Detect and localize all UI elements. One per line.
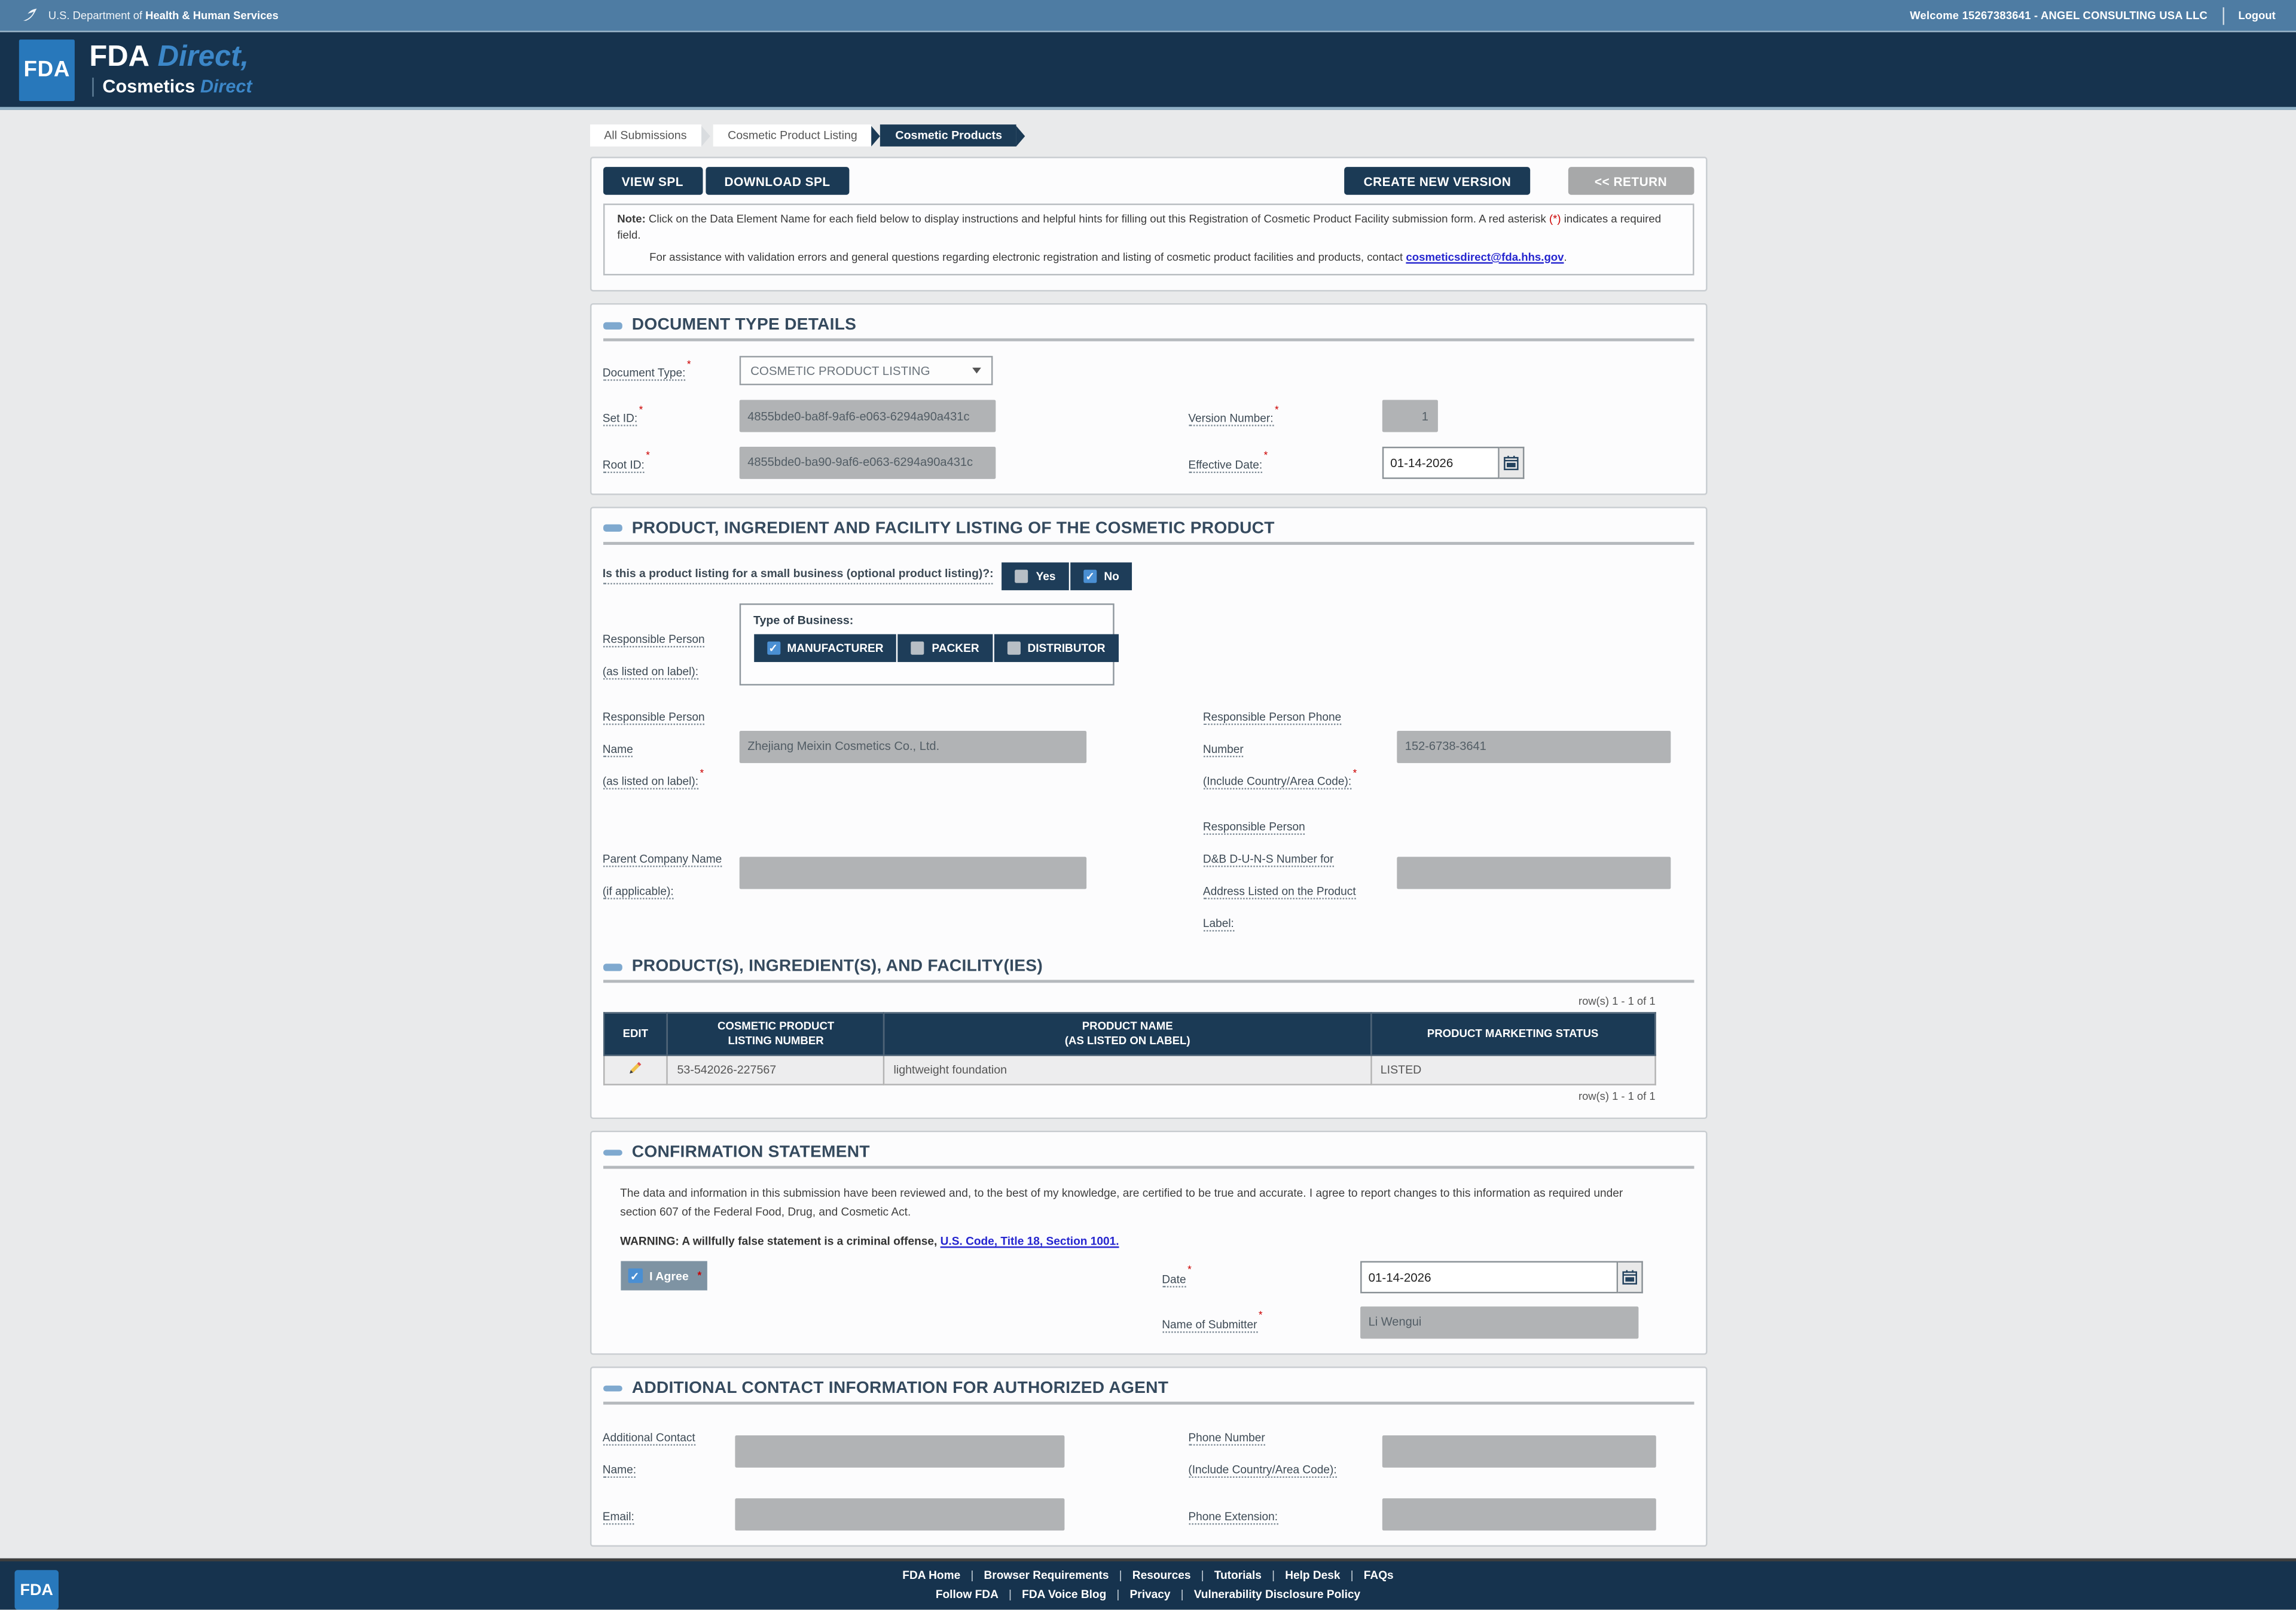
checkbox-checked-icon: ✓ <box>767 641 780 654</box>
edit-product-button[interactable] <box>627 1060 643 1077</box>
toolbar <box>603 167 1693 195</box>
checkbox-checked-icon: ✓ <box>1083 569 1097 583</box>
listing-number-cell: 53-542026-227567 <box>668 1055 884 1084</box>
footer-link-privacy[interactable]: Privacy <box>1129 1587 1171 1602</box>
breadcrumb-cosmetic-product-listing[interactable]: Cosmetic Product Listing <box>713 124 872 147</box>
business-type-packer-checkbox[interactable]: PACKER <box>898 633 993 661</box>
welcome-text: Welcome 15267383641 - ANGEL CONSULTING USA LLC <box>1910 8 2208 22</box>
contact-phone-field <box>1382 1435 1656 1468</box>
agency-name: U.S. Department of Health & Human Services <box>48 8 279 22</box>
name-of-submitter-label[interactable]: Name of Submitter <box>1162 1318 1257 1332</box>
edit-column-header: EDIT <box>603 1013 668 1055</box>
document-type-select[interactable]: COSMETIC PRODUCT LISTING <box>739 356 993 386</box>
rows-count-top: row(s) 1 - 1 of 1 <box>1578 995 1656 1008</box>
set-id-label[interactable]: Set ID: <box>603 412 637 426</box>
name-of-submitter-field: Li Wengui <box>1360 1306 1638 1338</box>
checkbox-checked-icon: ✓ <box>627 1269 642 1283</box>
section-dash-icon <box>603 1149 622 1156</box>
marketing-status-cell: LISTED <box>1371 1055 1655 1084</box>
logout-link[interactable]: Logout <box>2238 8 2276 22</box>
create-new-version-button[interactable]: CREATE NEW VERSION <box>1345 167 1530 195</box>
responsible-person-label[interactable]: Responsible Person <box>603 632 705 647</box>
additional-contact-name-label[interactable]: Additional Contact <box>603 1431 695 1445</box>
small-business-no-checkbox[interactable]: ✓ No <box>1070 562 1132 590</box>
footer-link-browser-requirements[interactable]: Browser Requirements <box>984 1569 1109 1582</box>
chevron-down-icon <box>972 368 981 374</box>
toolbar-panel <box>590 157 1707 292</box>
root-id-field: 4855bde0-ba90-9af6-e063-6294a90a431c <box>739 446 996 478</box>
footer-link-fda-voice-blog[interactable]: FDA Voice Blog <box>1022 1587 1107 1602</box>
rp-duns-label[interactable]: Responsible Person <box>1203 820 1305 834</box>
marketing-status-column-header: PRODUCT MARKETING STATUS <box>1371 1013 1655 1055</box>
chevron-right-icon <box>872 125 881 145</box>
us-code-link[interactable]: U.S. Code, Title 18, Section 1001. <box>940 1234 1119 1248</box>
effective-date-calendar-button[interactable] <box>1499 446 1524 478</box>
parent-company-label[interactable]: Parent Company Name <box>603 852 722 867</box>
email-label[interactable]: Email: <box>603 1510 634 1524</box>
checkbox-unchecked-icon <box>911 641 924 654</box>
chevron-right-icon <box>701 125 710 145</box>
section-rule <box>603 339 1693 342</box>
rp-phone-label[interactable]: Responsible Person Phone <box>1203 710 1341 724</box>
breadcrumb-cosmetic-products[interactable]: Cosmetic Products <box>881 124 1017 147</box>
additional-contact-name-field <box>734 1435 1064 1468</box>
contact-phone-label[interactable]: Phone Number <box>1188 1431 1265 1445</box>
small-business-label[interactable]: Is this a product listing for a small business (optional product listing)?: <box>603 567 994 584</box>
type-of-business-label: Type of Business: <box>753 613 854 627</box>
version-number-label[interactable]: Version Number: <box>1188 412 1273 426</box>
section-rule <box>603 541 1693 544</box>
footer-link-help-desk[interactable]: Help Desk <box>1285 1569 1341 1582</box>
download-spl-button[interactable]: DOWNLOAD SPL <box>706 167 850 195</box>
footer-link-resources[interactable]: Resources <box>1132 1569 1191 1582</box>
app-header <box>0 32 2296 110</box>
section-rule <box>603 1401 1693 1404</box>
calendar-icon <box>1622 1270 1636 1284</box>
fda-logo[interactable]: FDA <box>19 39 75 100</box>
breadcrumb <box>590 124 1707 147</box>
section-dash-icon <box>603 525 622 532</box>
small-business-yes-checkbox[interactable]: Yes <box>1002 562 1068 590</box>
checkbox-unchecked-icon <box>1007 641 1020 654</box>
footer-secondary-links: Follow FDA | FDA Voice Blog | Privacy | Vulnerability Disclosure Policy <box>935 1587 1361 1602</box>
section-title: DOCUMENT TYPE DETAILS <box>631 316 857 335</box>
date-input[interactable]: 01-14-2026 <box>1360 1261 1617 1293</box>
phone-extension-field <box>1382 1498 1656 1530</box>
document-type-label[interactable]: Document Type: <box>603 367 686 381</box>
topbar-divider <box>2222 7 2224 24</box>
business-type-manufacturer-checkbox[interactable]: ✓ MANUFACTURER <box>753 633 897 661</box>
phone-extension-label[interactable]: Phone Extension: <box>1188 1510 1278 1524</box>
footer-link-faqs[interactable]: FAQs <box>1363 1569 1394 1582</box>
pencil-icon <box>627 1060 643 1077</box>
additional-contact-section: ADDITIONAL CONTACT INFORMATION FOR AUTHORIZED AGENT Additional Contact Name: Phone Number (Include Country/Area Code): Email: Phone Extension: <box>590 1367 1707 1547</box>
app-subtitle-main: Cosmetics <box>102 76 196 97</box>
main-content <box>0 147 2296 1559</box>
business-type-distributor-checkbox[interactable]: DISTRIBUTOR <box>994 633 1119 661</box>
effective-date-label[interactable]: Effective Date: <box>1188 458 1262 472</box>
section-rule <box>603 1166 1693 1169</box>
confirmation-statement-text: The data and information in this submission have been reviewed and, to the best of my knowledge, are certified to be true and accurate. I agree to report changes to this information as required under section 607 of the Federal Food, Drug, and Cosmetic Act. <box>620 1186 1623 1219</box>
hhs-eagle-icon <box>20 7 39 23</box>
rp-name-label[interactable]: Responsible Person <box>603 710 705 724</box>
chevron-right-icon <box>1016 125 1025 145</box>
version-number-field: 1 <box>1382 401 1437 433</box>
effective-date-input[interactable]: 01-14-2026 <box>1382 446 1499 478</box>
confirmation-section: CONFIRMATION STATEMENT The data and information in this submission have been reviewed and, to the best of my knowledge, are certified to be true and accurate. I agree to report changes to this information as required under section 607 of the Federal Food, Drug, and Cosmetic Act. WARNING: A willfully false statement is a criminal offense, U.S. Code, Title 18, Section 1001. ✓ I Agree * Date* 01-14-2026 Name of Submitter* Li Wengui <box>590 1131 1707 1355</box>
note-text: Note: Click on the Data Element Name for each field below to display instructions and helpful hints for filling out this Registration of Cosmetic Product Facility submission form. A red asterisk (*) indicates a required field. <box>617 212 1662 242</box>
section-title: CONFIRMATION STATEMENT <box>631 1144 870 1162</box>
set-id-field: 4855bde0-ba8f-9af6-e063-6294a90a431c <box>739 401 996 433</box>
product-table-row <box>603 1055 1654 1084</box>
type-of-business-box <box>739 603 1114 685</box>
product-name-cell: lightweight foundation <box>884 1055 1371 1084</box>
note-help-text: For assistance with validation errors and general questions regarding electronic registration and listing of cosmetic product facilities and products, contact cosmeticsdirect@fda.hhs.gov. <box>649 249 1567 263</box>
breadcrumb-all-submissions[interactable]: All Submissions <box>590 124 701 147</box>
products-subsection-title: PRODUCT(S), INGREDIENT(S), AND FACILITY(IES) <box>631 958 1043 976</box>
checkbox-unchecked-icon <box>1015 569 1028 583</box>
cosmeticsdirect-email-link[interactable]: cosmeticsdirect@fda.hhs.gov <box>1406 249 1564 263</box>
i-agree-checkbox[interactable]: ✓ I Agree * <box>620 1261 707 1291</box>
view-spl-button[interactable]: VIEW SPL <box>603 167 703 195</box>
note-box <box>603 203 1693 276</box>
gov-topbar <box>0 0 2296 32</box>
footer-link-vulnerability-disclosure[interactable]: Vulnerability Disclosure Policy <box>1193 1587 1361 1602</box>
listing-number-column-header: COSMETIC PRODUCT LISTING NUMBER <box>668 1013 884 1055</box>
section-title: PRODUCT, INGREDIENT AND FACILITY LISTING OF THE COSMETIC PRODUCT <box>631 519 1275 537</box>
footer-primary-links: FDA Home | Browser Requirements | Resources | Tutorials | Help Desk | FAQs <box>902 1569 1394 1582</box>
app-title <box>89 43 252 96</box>
products-table <box>603 1013 1656 1085</box>
site-footer <box>0 1559 2296 1610</box>
parent-company-field <box>739 857 1086 889</box>
section-dash-icon <box>603 1385 622 1392</box>
footer-link-tutorials[interactable]: Tutorials <box>1214 1569 1262 1582</box>
rp-name-field: Zhejiang Meixin Cosmetics Co., Ltd. <box>739 731 1086 763</box>
document-type-details-section: DOCUMENT TYPE DETAILS Document Type:* COSMETIC PRODUCT LISTING Set ID:* 4855bde0-ba8f-9af6-e063-6294a90a431c Version Number:* 1 Root ID:* 4855bde0-ba90-9af6-e063-6294a90a431c Effective Date:* 01-14-2026 <box>590 304 1707 495</box>
root-id-label[interactable]: Root ID: <box>603 458 645 472</box>
date-label[interactable]: Date <box>1162 1272 1186 1286</box>
warning-line: WARNING: A willfully false statement is a criminal offense, U.S. Code, Title 18, Section 1001. <box>620 1234 1119 1248</box>
footer-link-follow-fda[interactable]: Follow FDA <box>935 1587 999 1602</box>
section-title: ADDITIONAL CONTACT INFORMATION FOR AUTHORIZED AGENT <box>631 1379 1169 1398</box>
product-listing-section: PRODUCT, INGREDIENT AND FACILITY LISTING OF THE COSMETIC PRODUCT Is this a product listing for a small business (optional product listing)?: Yes ✓ No Responsible Person (as listed on label): Type of Business: ✓ MANUFACTURER PACKER DISTRIBUTOR Responsible Person Name (as listed on label):* Zhejiang Meixin Cosmetics Co., Ltd. Responsible Person Phone Number (Include Country/Area Code):* 152-6738-3641 Parent Company Name (if applicable): Responsible Person D&B D-U-N-S Number for Address Listed on the Product Label: PRODUCT(S), INGREDIENT(S), AND FACILITY(IES) row(s) 1 - 1 of 1 EDIT COSMETIC PRODUCT LISTING NUMBER PRODUCT NAME (AS LISTED ON LABEL) PRODUCT MARKETING STATUS 53-542026-227567 lightweight foundation LISTED row(s) 1 - 1 of 1 <box>590 506 1707 1119</box>
app-title-main: FDA <box>89 41 150 74</box>
products-table-header-row <box>603 1013 1654 1055</box>
rows-count-bottom: row(s) 1 - 1 of 1 <box>1578 1090 1656 1103</box>
app-subtitle-accent: Direct <box>200 76 252 97</box>
hhs-agency <box>20 7 278 23</box>
section-dash-icon <box>603 964 622 971</box>
email-field <box>734 1498 1064 1530</box>
date-calendar-button[interactable] <box>1617 1261 1642 1293</box>
footer-fda-logo: FDA <box>14 1571 58 1610</box>
section-rule <box>603 980 1693 983</box>
app-title-accent: Direct, <box>157 41 249 74</box>
rp-duns-field <box>1396 857 1670 889</box>
footer-link-fda-home[interactable]: FDA Home <box>902 1569 961 1582</box>
section-dash-icon <box>603 322 622 329</box>
return-button[interactable]: << RETURN <box>1568 167 1693 195</box>
product-name-column-header: PRODUCT NAME (AS LISTED ON LABEL) <box>884 1013 1371 1055</box>
rp-phone-field: 152-6738-3641 <box>1396 731 1670 763</box>
calendar-icon <box>1503 455 1518 469</box>
